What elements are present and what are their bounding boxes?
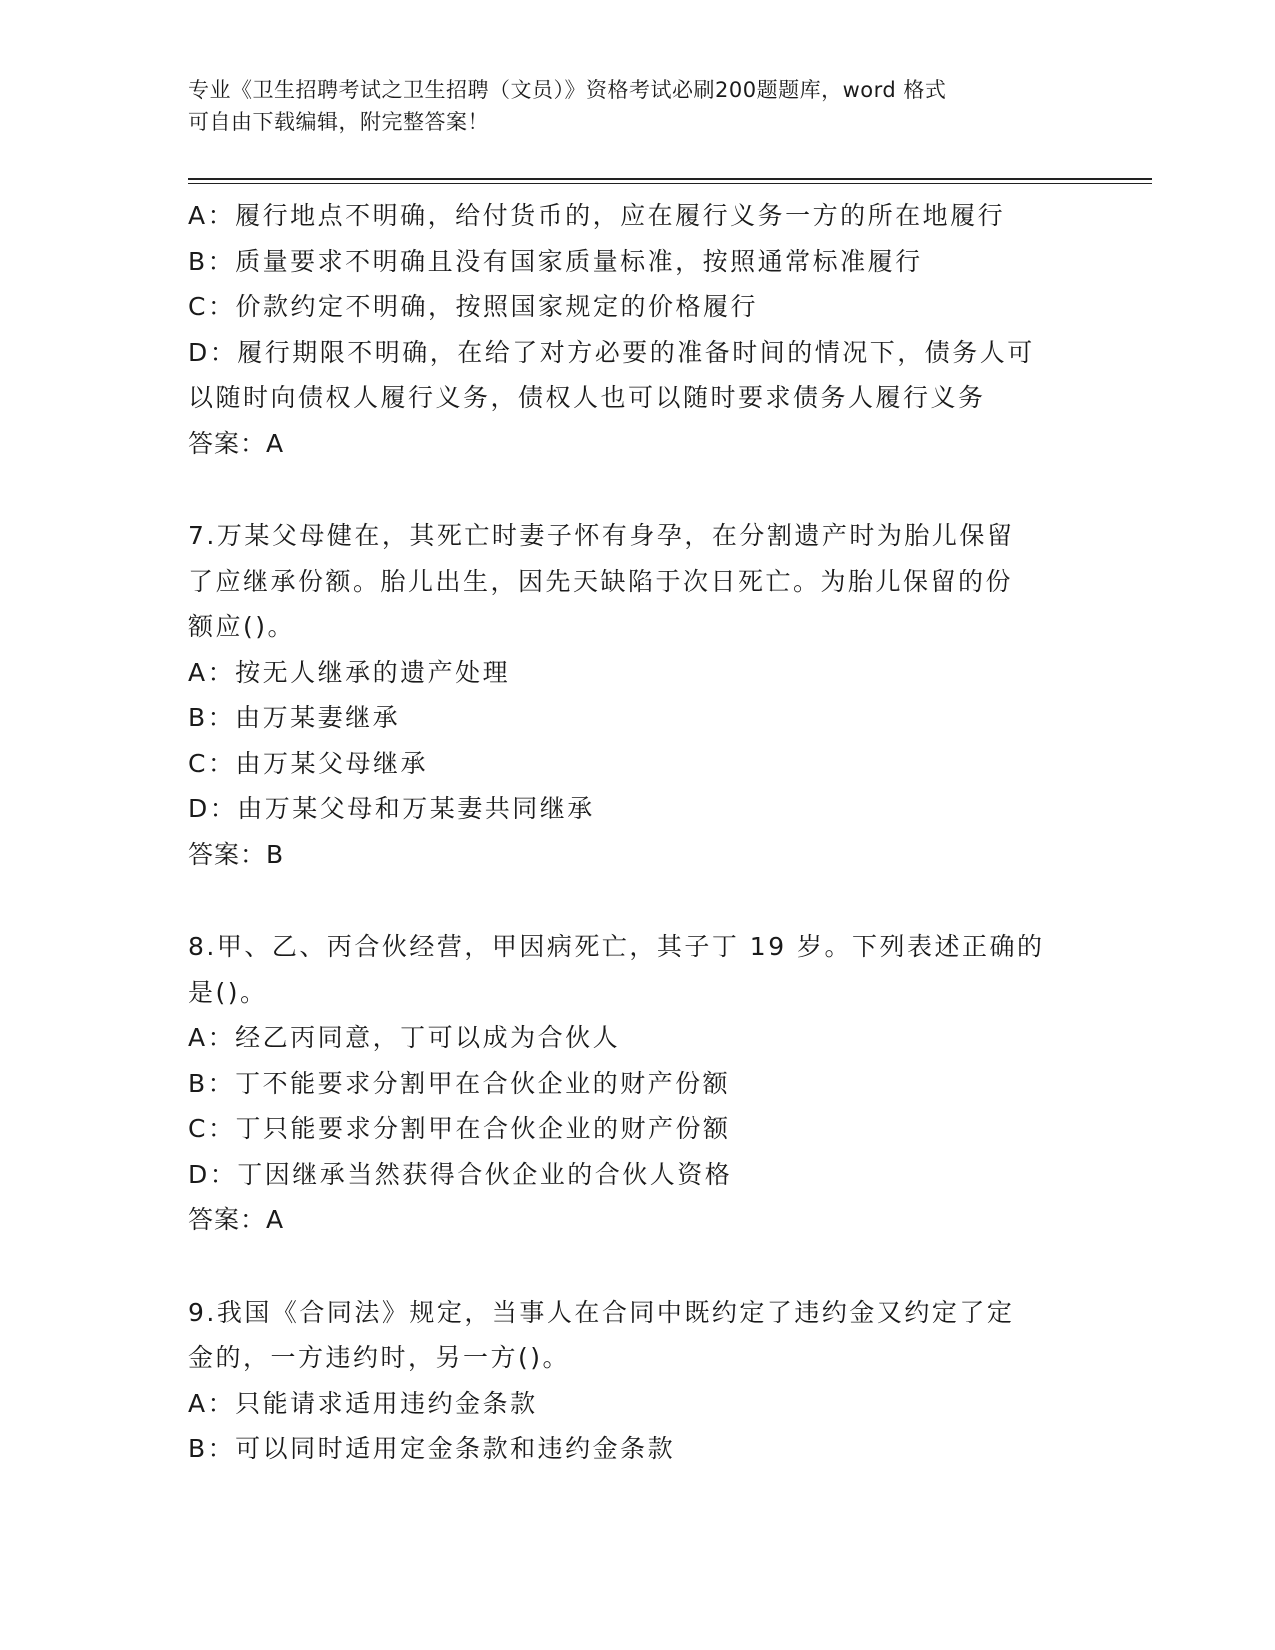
spacer bbox=[188, 877, 1088, 924]
question-7-block bbox=[188, 513, 1088, 877]
option-d: D：履行期限不明确，在给了对方必要的准备时间的情况下，债务人可 bbox=[188, 337, 1035, 367]
question-stem: 是()。 bbox=[188, 977, 268, 1007]
option-a: A：只能请求适用违约金条款 bbox=[188, 1388, 538, 1418]
question-9-block bbox=[188, 1290, 1088, 1472]
option-d-continued: 以随时向债权人履行义务，债权人也可以随时要求债务人履行义务 bbox=[188, 383, 986, 412]
header-line-1: 专业《卫生招聘考试之卫生招聘（文员）》资格考试必刷200题题库，word 格式 bbox=[188, 78, 947, 102]
question-stem: 7.万某父母健在，其死亡时妻子怀有身孕，在分割遗产时为胎儿保留 bbox=[188, 521, 1015, 550]
question-stem: 金的，一方违约时，另一方()。 bbox=[188, 1343, 571, 1372]
question-stem: 了应继承份额。胎儿出生，因先天缺陷于次日死亡。为胎儿保留的份 bbox=[188, 566, 1014, 596]
question-stem: 额应()。 bbox=[188, 612, 296, 641]
option-c: C：丁只能要求分割甲在合伙企业的财产份额 bbox=[188, 1114, 731, 1143]
answer-line: 答案：A bbox=[188, 1205, 285, 1234]
option-c: C：由万某父母继承 bbox=[188, 748, 428, 778]
option-b: B：可以同时适用定金条款和违约金条款 bbox=[188, 1434, 676, 1463]
header-line-2: 可自由下载编辑，附完整答案！ bbox=[188, 110, 489, 134]
header-divider-thin bbox=[188, 183, 1152, 184]
option-d: D：丁因继承当然获得合伙企业的合伙人资格 bbox=[188, 1159, 733, 1189]
option-a: A：履行地点不明确，给付货币的，应在履行义务一方的所在地履行 bbox=[188, 201, 1006, 230]
option-c: C：价款约定不明确，按照国家规定的价格履行 bbox=[188, 292, 758, 321]
question-stem: 8.甲、乙、丙合伙经营，甲因病死亡，其子丁 19 岁。下列表述正确的 bbox=[188, 932, 1045, 961]
document-header bbox=[188, 74, 1088, 138]
header-divider-thick bbox=[188, 178, 1152, 180]
spacer bbox=[188, 466, 1088, 513]
option-b: B：由万某妻继承 bbox=[188, 703, 401, 732]
answer-line: 答案：A bbox=[188, 428, 285, 458]
spacer bbox=[188, 1243, 1088, 1290]
option-a: A：按无人继承的遗产处理 bbox=[188, 657, 511, 687]
option-b: B：质量要求不明确且没有国家质量标准，按照通常标准履行 bbox=[188, 246, 923, 276]
document-body bbox=[188, 193, 1088, 1472]
question-6-block bbox=[188, 193, 1088, 466]
option-b: B：丁不能要求分割甲在合伙企业的财产份额 bbox=[188, 1068, 731, 1098]
question-8-block bbox=[188, 924, 1088, 1243]
answer-line: 答案：B bbox=[188, 839, 285, 869]
option-d: D：由万某父母和万某妻共同继承 bbox=[188, 794, 595, 823]
option-a: A：经乙丙同意，丁可以成为合伙人 bbox=[188, 1023, 621, 1052]
question-stem: 9.我国《合同法》规定，当事人在合同中既约定了违约金又约定了定 bbox=[188, 1297, 1015, 1327]
